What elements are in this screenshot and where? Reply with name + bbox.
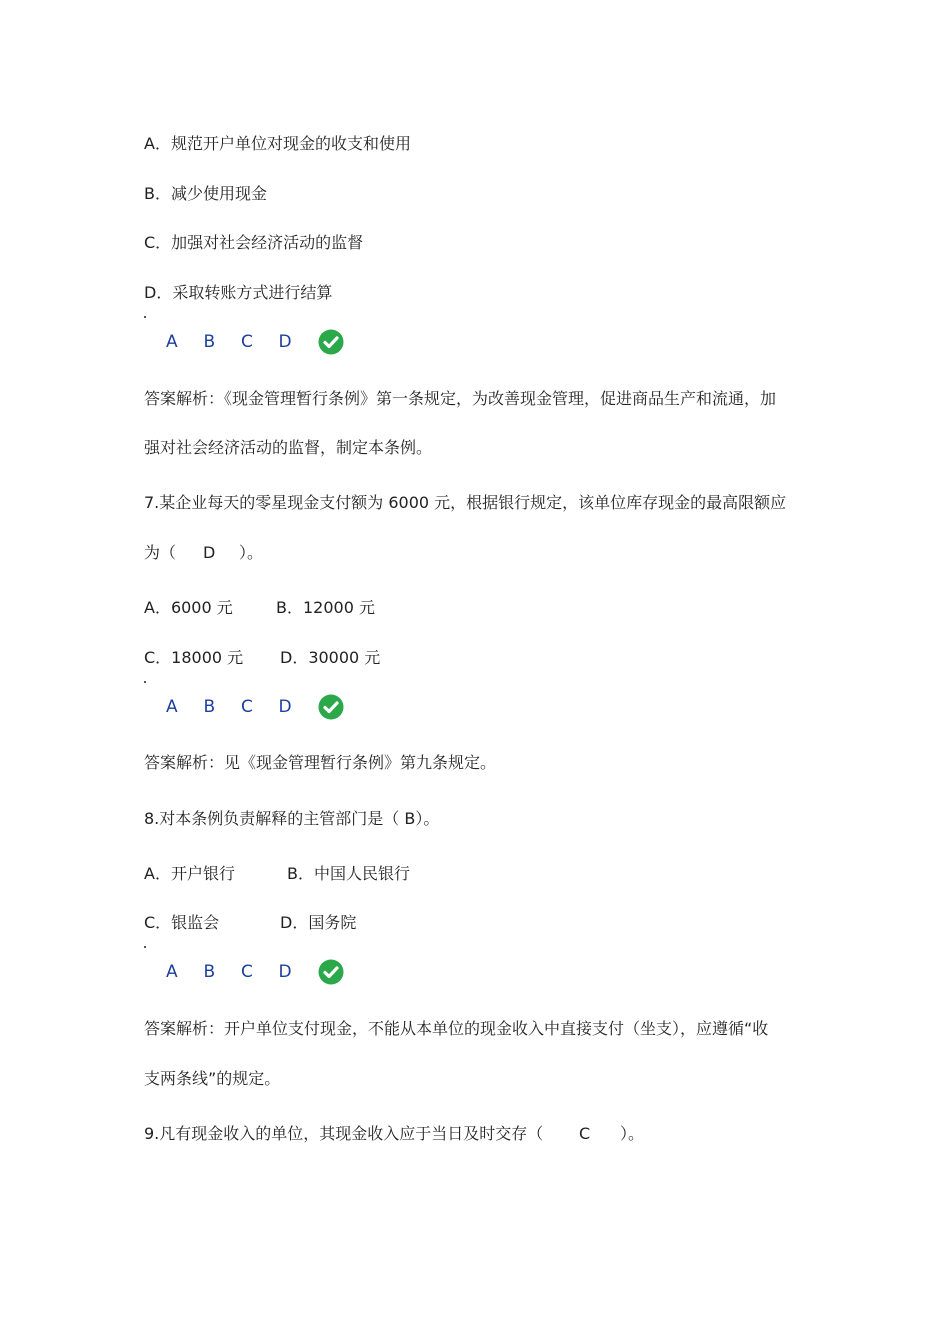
q8-option-c: C．银监会 [144,913,220,932]
check-circle-icon [318,959,344,985]
q7-question-line2-prefix: 为（ [144,543,177,562]
choice-d[interactable]: D [278,697,292,717]
q7-option-c: C．18000 元 [144,648,244,667]
choice-b[interactable]: B [203,962,216,982]
q9-answer: C [579,1124,591,1143]
q7-question-line1: 7.某企业每天的零星现金支付额为 6000 元，根据银行规定，该单位库存现金的最高限额应 [144,493,787,512]
q6-option-d: D．采取转账方式进行结算 [144,283,333,302]
choice-d[interactable]: D [278,962,292,982]
q8-choice-row [166,958,344,986]
q6-explanation-line2: 强对社会经济活动的监督，制定本条例。 [144,438,433,457]
q6-option-c: C．加强对社会经济活动的监督 [144,233,364,252]
check-circle-icon [318,329,344,355]
q6-explanation-line1: 答案解析：《现金管理暂行条例》第一条规定，为改善现金管理，促进商品生产和流通，加 [144,389,777,408]
q7-question-line2-suffix: ）。 [239,543,264,562]
choice-b[interactable]: B [203,332,216,352]
q6-choice-row [166,328,344,356]
divider-dot [144,946,146,948]
choice-a[interactable]: A [166,332,178,352]
q8-option-a: A．开户银行 [144,864,235,883]
divider-dot [144,316,146,318]
q6-option-a: A．规范开户单位对现金的收支和使用 [144,134,411,153]
q7-option-a: A．6000 元 [144,598,233,617]
q8-explanation-line2: 支两条线”的规定。 [144,1069,281,1088]
q8-option-b: B．中国人民银行 [287,864,410,883]
q7-option-d: D．30000 元 [280,648,381,667]
q8-question: 8.对本条例负责解释的主管部门是（ B）。 [144,809,440,828]
q8-option-d: D．国务院 [280,913,357,932]
choice-b[interactable]: B [203,697,216,717]
choice-a[interactable]: A [166,697,178,717]
divider-dot [144,681,146,683]
q6-option-b: B．减少使用现金 [144,184,267,203]
q9-question-prefix: 9.凡有现金收入的单位，其现金收入应于当日及时交存（ [144,1124,544,1143]
choice-a[interactable]: A [166,962,178,982]
choice-c[interactable]: C [241,697,253,717]
q7-option-b: B．12000 元 [276,598,375,617]
q8-explanation-line1: 答案解析：开户单位支付现金，不能从本单位的现金收入中直接支付（坐支），应遵循“收 [144,1019,769,1038]
q7-explanation: 答案解析：见《现金管理暂行条例》第九条规定。 [144,753,497,772]
q7-choice-row [166,693,344,721]
choice-c[interactable]: C [241,962,253,982]
q9-question-suffix: ）。 [620,1124,645,1143]
choice-d[interactable]: D [278,332,292,352]
choice-c[interactable]: C [241,332,253,352]
check-circle-icon [318,694,344,720]
q7-answer: D [203,543,216,562]
